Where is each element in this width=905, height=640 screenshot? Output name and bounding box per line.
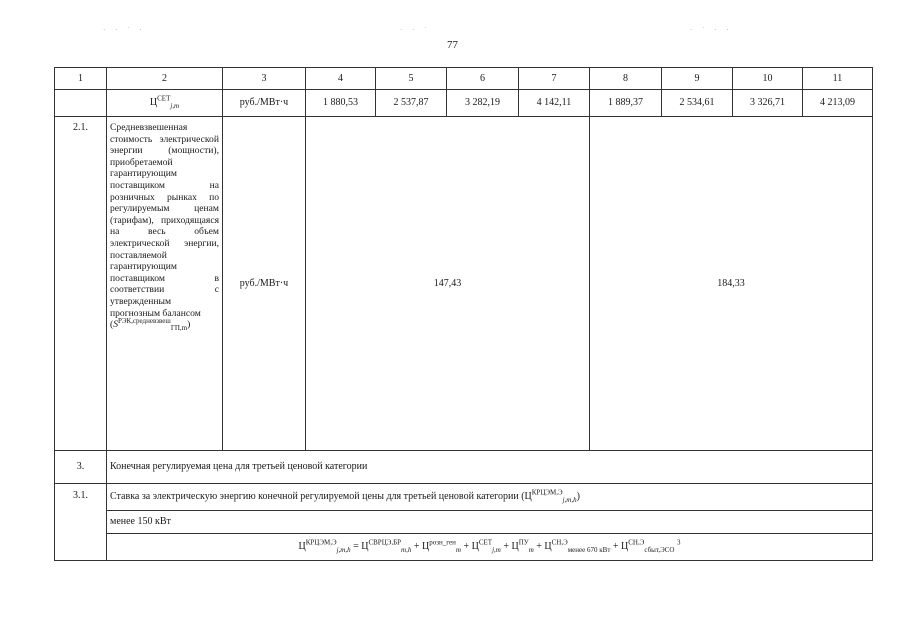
merged-value-cell: 184,33 bbox=[590, 117, 873, 451]
scan-noise: · ˙ · · bbox=[690, 26, 733, 34]
tariff-table bbox=[54, 67, 873, 561]
col-number: 1 bbox=[55, 68, 107, 90]
section-3-row bbox=[55, 451, 873, 484]
col-number: 8 bbox=[590, 68, 662, 90]
col-number: 4 bbox=[306, 68, 376, 90]
value-cell: 4 213,09 bbox=[803, 90, 873, 117]
section-title: Конечная регулируемая цена для третьей ценовой категории bbox=[107, 451, 873, 484]
value-cell: 1 889,37 bbox=[590, 90, 662, 117]
value-cell: 2 534,61 bbox=[662, 90, 733, 117]
network-tariff-row bbox=[55, 90, 873, 117]
value-cell: 3 282,19 bbox=[447, 90, 519, 117]
row-index: 3.1. bbox=[55, 484, 107, 561]
col-number: 3 bbox=[223, 68, 306, 90]
less-150-row bbox=[55, 511, 873, 534]
column-number-row bbox=[55, 68, 873, 90]
row-index: 3. bbox=[55, 451, 107, 484]
col-number: 2 bbox=[107, 68, 223, 90]
value-cell: 3 326,71 bbox=[733, 90, 803, 117]
tariff-symbol: $Ц^{СЕТ}_{j,m}$ bbox=[107, 90, 223, 117]
value-cell: 4 142,11 bbox=[519, 90, 590, 117]
merged-value-cell: 147,43 bbox=[306, 117, 590, 451]
description-text: Средневзвешенная стоимость электрической энергии (мощности), приобретаемой гарантирующим поставщиком на розничных рынках по регулируемым ценам (тарифам), приходящаяся на весь объем электрической энергии, поставляемой гарантирующим поставщиком в соответствии с утвержденным прогнозным балансом bbox=[110, 122, 219, 319]
section-3-1-row bbox=[55, 484, 873, 511]
col-number: 7 bbox=[519, 68, 590, 90]
formula-row bbox=[55, 534, 873, 561]
unit-cell: руб./МВт·ч bbox=[223, 90, 306, 117]
col-number: 9 bbox=[662, 68, 733, 90]
scan-noise: · · ˙ · bbox=[103, 26, 146, 34]
col-number: 10 bbox=[733, 68, 803, 90]
formula-cell: $Ц^{КРЦЭМ,Э}_{j,m,h} = Ц^{СВРЦЭ,БР}_{m,h} + Ц^{розн\_ген}_m + Ц^{СЕТ}_{j,m} + Ц^{ПУ}_m + Ц^{СН,Э}_{менее 670 кВт} + Ц^{СН,Э}_{сбыт,ЭСО}$ $^3$ bbox=[107, 534, 873, 561]
section-title: Ставка за электрическую энергию конечной регулируемой цены для третьей ценовой категории $(Ц^{КРЦЭМ,Э}_{j,m,h})$ bbox=[107, 484, 873, 511]
row-index: 2.1. bbox=[55, 117, 107, 451]
description-cell bbox=[107, 117, 223, 451]
page-number: 77 bbox=[447, 39, 458, 51]
unit-cell: руб./МВт·ч bbox=[223, 117, 306, 451]
description-symbol: $(S^{РЭК,средневзвеш}_{ГП,m})$ bbox=[110, 316, 191, 332]
col-number: 5 bbox=[376, 68, 447, 90]
col-number: 11 bbox=[803, 68, 873, 90]
scan-noise: · · ˙ bbox=[400, 26, 431, 34]
row-index-empty bbox=[55, 90, 107, 117]
capacity-band: менее 150 кВт bbox=[107, 511, 873, 534]
value-cell: 1 880,53 bbox=[306, 90, 376, 117]
value-cell: 2 537,87 bbox=[376, 90, 447, 117]
col-number: 6 bbox=[447, 68, 519, 90]
weighted-cost-row bbox=[55, 117, 873, 451]
